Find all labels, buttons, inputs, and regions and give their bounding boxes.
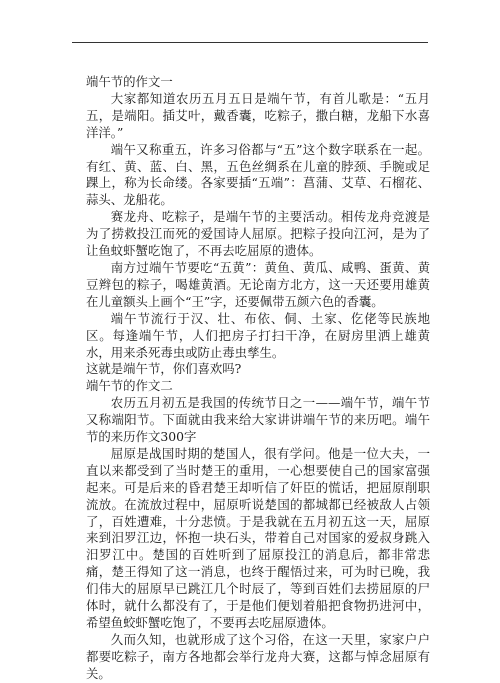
question-line: 这就是端午节，你们喜欢吗?: [86, 361, 242, 377]
paragraph: 农历五月初五是我国的传统节日之一——端午节，端午节又称端阳节。下面就由我来给大家讲讲端午节的来历吧。端午节的来历作文300字: [86, 395, 430, 445]
paragraph: 赛龙舟、吃粽子，是端午节的主要活动。相传龙舟竞渡是为了捞救投江而死的爱国诗人屈原。把粽子投向江河，是为了让鱼蚊虾蟹吃饱了，不再去吃屈原的遗体。: [86, 209, 430, 259]
paragraph: 南方过端午节要吃“五黄”：黄鱼、黄瓜、咸鸭、蛋黄、黄豆辫包的粽子，喝雄黄酒。无论南方北方，这一天还要用雄黄在儿童额头上画个“王”字，还要佩带五颜六色的香囊。: [86, 259, 430, 309]
paragraph: 端午节流行于汉、壮、布依、侗、土家、仡佬等民族地区。每逢端午节，人们把房子打扫干净，在厨房里洒上雄黄水，用来杀死毒虫或防止毒虫孳生。: [86, 310, 430, 360]
document-body: [86, 74, 430, 683]
paragraph: 大家都知道农历五月五日是端午节，有首儿歌是：“五月五，是端阳。插艾叶，戴香囊，吃粽子，撒白糖，龙船下水喜洋洋。”: [86, 90, 430, 140]
essay-title-1: 端午节的作文一: [86, 74, 173, 89]
paragraph: 屈原是战国时期的楚国人，很有学问。他是一位大夫，一直以来都受到了当时楚王的重用，一心想要使自己的国家富强起来。可是后来的昏君楚王却听信了奸臣的慌话，把屈原削职流放。在流放过程中，屈原听说楚国的都城都已经被敌人占领了，百姓遭难，十分悲愤。于是我就在五月初五这一天，屈原来到汨罗江边，怀抱一块石头，带着自己对国家的爱叔身跳入汨罗江中。楚国的百姓听到了屈原投江的消息后，都非常悲痛，楚王得知了这一消息，也终于醒悟过来，可为时已晚，我们伟大的屈原早已跳江几个时辰了，等到百姓们去捞屈原的尸体时，就什么都没有了，于是他们便划着船把食物扔进河中，希望鱼蛟虾蟹吃饱了，不要再去吃屈原遗体。: [86, 445, 430, 630]
essay-title-2: 端午节的作文二: [86, 378, 173, 394]
header-rule: [72, 42, 428, 43]
paragraph: 端午又称重五，许多习俗都与“五”这个数字联系在一起。有红、黄、蓝、白、黑，五色丝绸系在儿童的脖颈、手腕或足踝上，称为长命缕。各家要插“五端”：菖蒲、艾草、石榴花、蒜头、龙船花。: [86, 141, 430, 208]
paragraph: 久而久知，也就形成了这个习俗，在这一天里，家家户户都要吃粽子，南方各地都会举行龙舟大赛，这都与悼念屈原有关。: [86, 631, 430, 681]
